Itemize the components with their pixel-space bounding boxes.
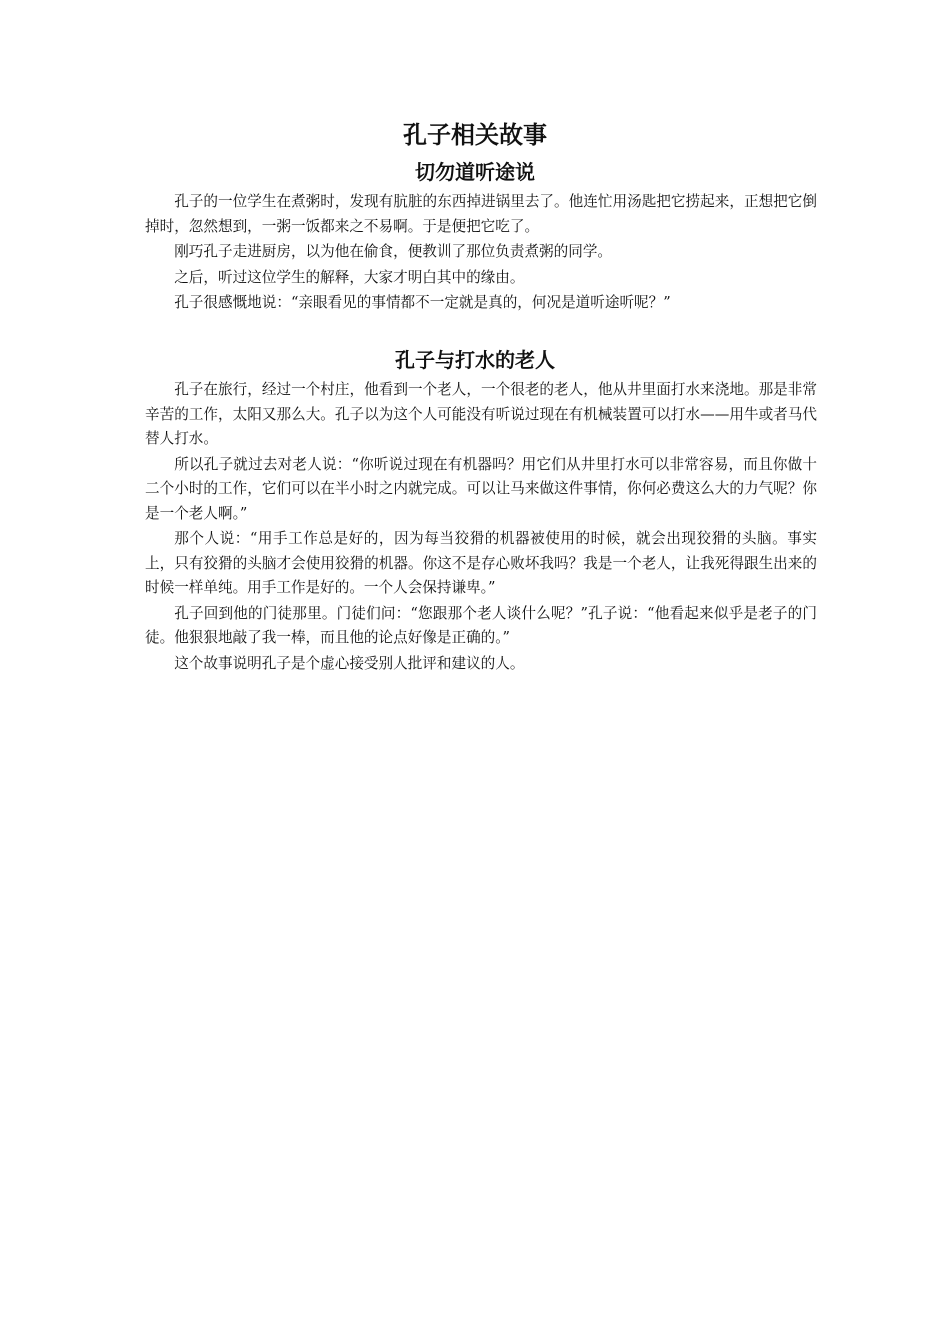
paragraph: 所以孔子就过去对老人说：“你听说过现在有机器吗？用它们从井里打水可以非常容易，而且你做十二个小时的工作，它们可以在半小时之内就完成。可以让马来做这件事情，你何必费这么大的力气呢？你是一个老人啊。” (145, 455, 817, 522)
section-body-old-man (145, 378, 817, 677)
document-title: 孔子相关故事 (403, 121, 547, 149)
paragraph: 孔子回到他的门徒那里。门徒们问：“您跟那个老人谈什么呢？”孔子说：“他看起来似乎是老子的门徒。他狠狠地敲了我一棒，而且他的论点好像是正确的。” (145, 604, 817, 646)
paragraph: 孔子在旅行，经过一个村庄，他看到一个老人，一个很老的老人，他从井里面打水来浇地。那是非常辛苦的工作，太阳又那么大。孔子以为这个人可能没有听说过现在有机械装置可以打水——用牛或者马代替人打水。 (145, 381, 817, 447)
paragraph: 孔子的一位学生在煮粥时，发现有肮脏的东西掉进锅里去了。他连忙用汤匙把它捞起来，正想把它倒掉时，忽然想到，一粥一饭都来之不易啊。于是便把它吃了。 (145, 193, 817, 235)
section-heading-rumor: 切勿道听途说 (415, 160, 535, 184)
paragraph: 刚巧孔子走进厨房，以为他在偷食，便教训了那位负责煮粥的同学。 (174, 243, 613, 260)
paragraph: 孔子很感慨地说：“亲眼看见的事情都不一定就是真的，何况是道听途听呢？” (174, 294, 671, 311)
section-body-rumor (145, 190, 817, 317)
paragraph: 那个人说：“用手工作总是好的，因为每当狡猾的机器被使用的时候，就会出现狡猾的头脑。事实上，只有狡猾的头脑才会使用狡猾的机器。你这不是存心败坏我吗？我是一个老人，让我死得跟生出来的时候一样单纯。用手工作是好的。一个人会保持谦卑。” (145, 530, 817, 596)
section-heading-old-man: 孔子与打水的老人 (395, 348, 555, 372)
paragraph: 这个故事说明孔子是个虚心接受别人批评和建议的人。 (174, 654, 525, 672)
paragraph: 之后，听过这位学生的解释，大家才明白其中的缘由。 (174, 268, 525, 286)
